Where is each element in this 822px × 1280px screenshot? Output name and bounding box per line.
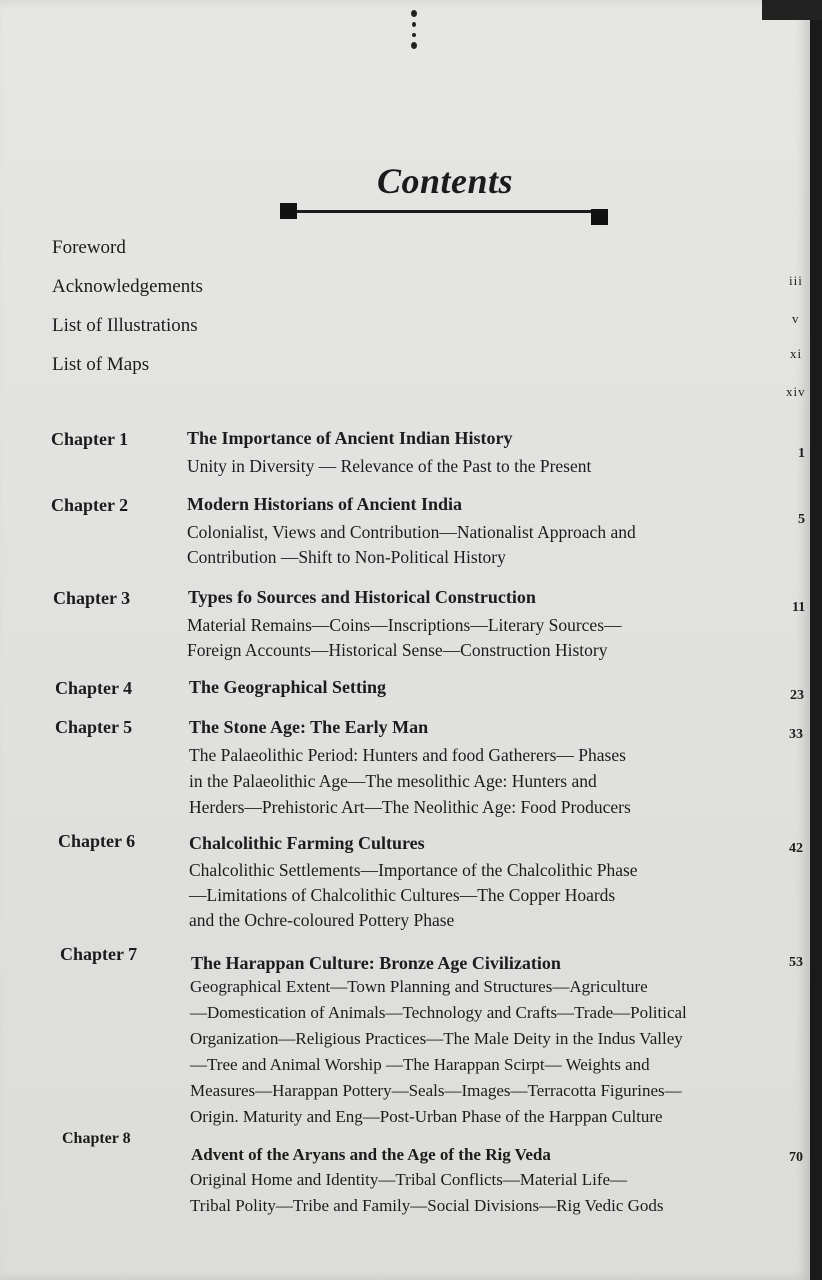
chapter-page-number: 1	[798, 446, 805, 461]
chapter-title: Types fo Sources and Historical Construction	[188, 587, 536, 607]
chapter-subtopics-line: —Tree and Animal Worship —The Harappan Scirpt— Weights and	[190, 1055, 650, 1074]
chapter-subtopics-line: Foreign Accounts—Historical Sense—Construction History	[187, 640, 608, 660]
chapter-label: Chapter 2	[51, 495, 129, 515]
chapter-subtopics-line: Herders—Prehistoric Art—The Neolithic Age: Food Producers	[189, 797, 631, 817]
chapter-subtopics-line: —Limitations of Chalcolithic Cultures—The Copper Hoards	[189, 885, 616, 905]
chapter-page-number: 5	[798, 512, 805, 527]
chapter-subtopics-line: —Domestication of Animals—Technology and Crafts—Trade—Political	[190, 1003, 687, 1022]
chapter-subtopics-line: in the Palaeolithic Age—The mesolithic Age: Hunters and	[189, 771, 597, 791]
chapter-title: Chalcolithic Farming Cultures	[189, 833, 425, 853]
chapter-page-number: 11	[792, 600, 806, 615]
chapter-subtopics-line: Origin. Maturity and Eng—Post-Urban Phase of the Harppan Culture	[190, 1107, 663, 1126]
chapter-page-number: 70	[789, 1150, 803, 1165]
front-matter-foreword: Foreword	[52, 237, 126, 258]
title-ornament-rule	[280, 201, 608, 223]
chapter-label: Chapter 1	[51, 429, 129, 449]
chapter-subtopics-line: Unity in Diversity — Relevance of the Past to the Present	[187, 456, 592, 476]
chapter-subtopics-line: Tribal Polity—Tribe and Family—Social Divisions—Rig Vedic Gods	[190, 1196, 664, 1215]
chapter-label: Chapter 3	[53, 588, 131, 608]
chapter-label: Chapter 4	[55, 678, 133, 698]
chapter-subtopics-line: Geographical Extent—Town Planning and Structures—Agriculture	[190, 977, 648, 996]
chapter-page-number: 53	[789, 955, 803, 970]
chapter-subtopics-line: Measures—Harappan Pottery—Seals—Images—Terracotta Figurines—	[190, 1081, 682, 1100]
front-matter-page-number: iii	[789, 273, 803, 288]
chapter-label: Chapter 7	[60, 944, 138, 964]
chapter-label: Chapter 8	[62, 1130, 131, 1147]
chapter-subtopics-line: and the Ochre-coloured Pottery Phase	[189, 910, 455, 930]
chapter-subtopics-line: Material Remains—Coins—Inscriptions—Literary Sources—	[187, 615, 622, 635]
chapter-title: The Geographical Setting	[189, 677, 386, 697]
front-matter-acknowledgements: Acknowledgements	[52, 276, 203, 297]
chapter-subtopics-line: Organization—Religious Practices—The Male Deity in the Indus Valley	[190, 1029, 683, 1048]
chapter-title: The Harappan Culture: Bronze Age Civilization	[191, 953, 561, 973]
photo-background-corner	[762, 0, 822, 20]
binding-stitch-marks	[408, 6, 420, 52]
front-matter-page-number: v	[792, 311, 800, 326]
chapter-title: The Stone Age: The Early Man	[189, 717, 429, 737]
front-matter-page-number: xi	[790, 346, 803, 361]
chapter-title: The Importance of Ancient Indian History	[187, 428, 513, 448]
chapter-title: Advent of the Aryans and the Age of the Rig Veda	[191, 1145, 551, 1164]
front-matter-page-number: xiv	[786, 384, 806, 399]
chapter-subtopics-line: Chalcolithic Settlements—Importance of the Chalcolithic Phase	[189, 860, 638, 880]
chapter-subtopics-line: The Palaeolithic Period: Hunters and food Gatherers— Phases	[189, 745, 626, 765]
chapter-label: Chapter 6	[58, 831, 136, 851]
chapter-subtopics-line: Contribution —Shift to Non-Political History	[187, 547, 506, 567]
chapter-title: Modern Historians of Ancient India	[187, 494, 463, 514]
front-matter-list-of-illustrations: List of Illustrations	[52, 315, 198, 336]
chapter-page-number: 33	[789, 727, 803, 742]
front-matter-list-of-maps: List of Maps	[52, 354, 150, 375]
chapter-label: Chapter 5	[55, 717, 133, 737]
page-title: Contents	[376, 161, 514, 201]
chapter-subtopics-line: Colonialist, Views and Contribution—Nationalist Approach and	[187, 522, 636, 542]
chapter-page-number: 42	[789, 841, 803, 856]
chapter-subtopics-line: Original Home and Identity—Tribal Conflicts—Material Life—	[190, 1170, 628, 1189]
chapter-page-number: 23	[790, 688, 804, 703]
